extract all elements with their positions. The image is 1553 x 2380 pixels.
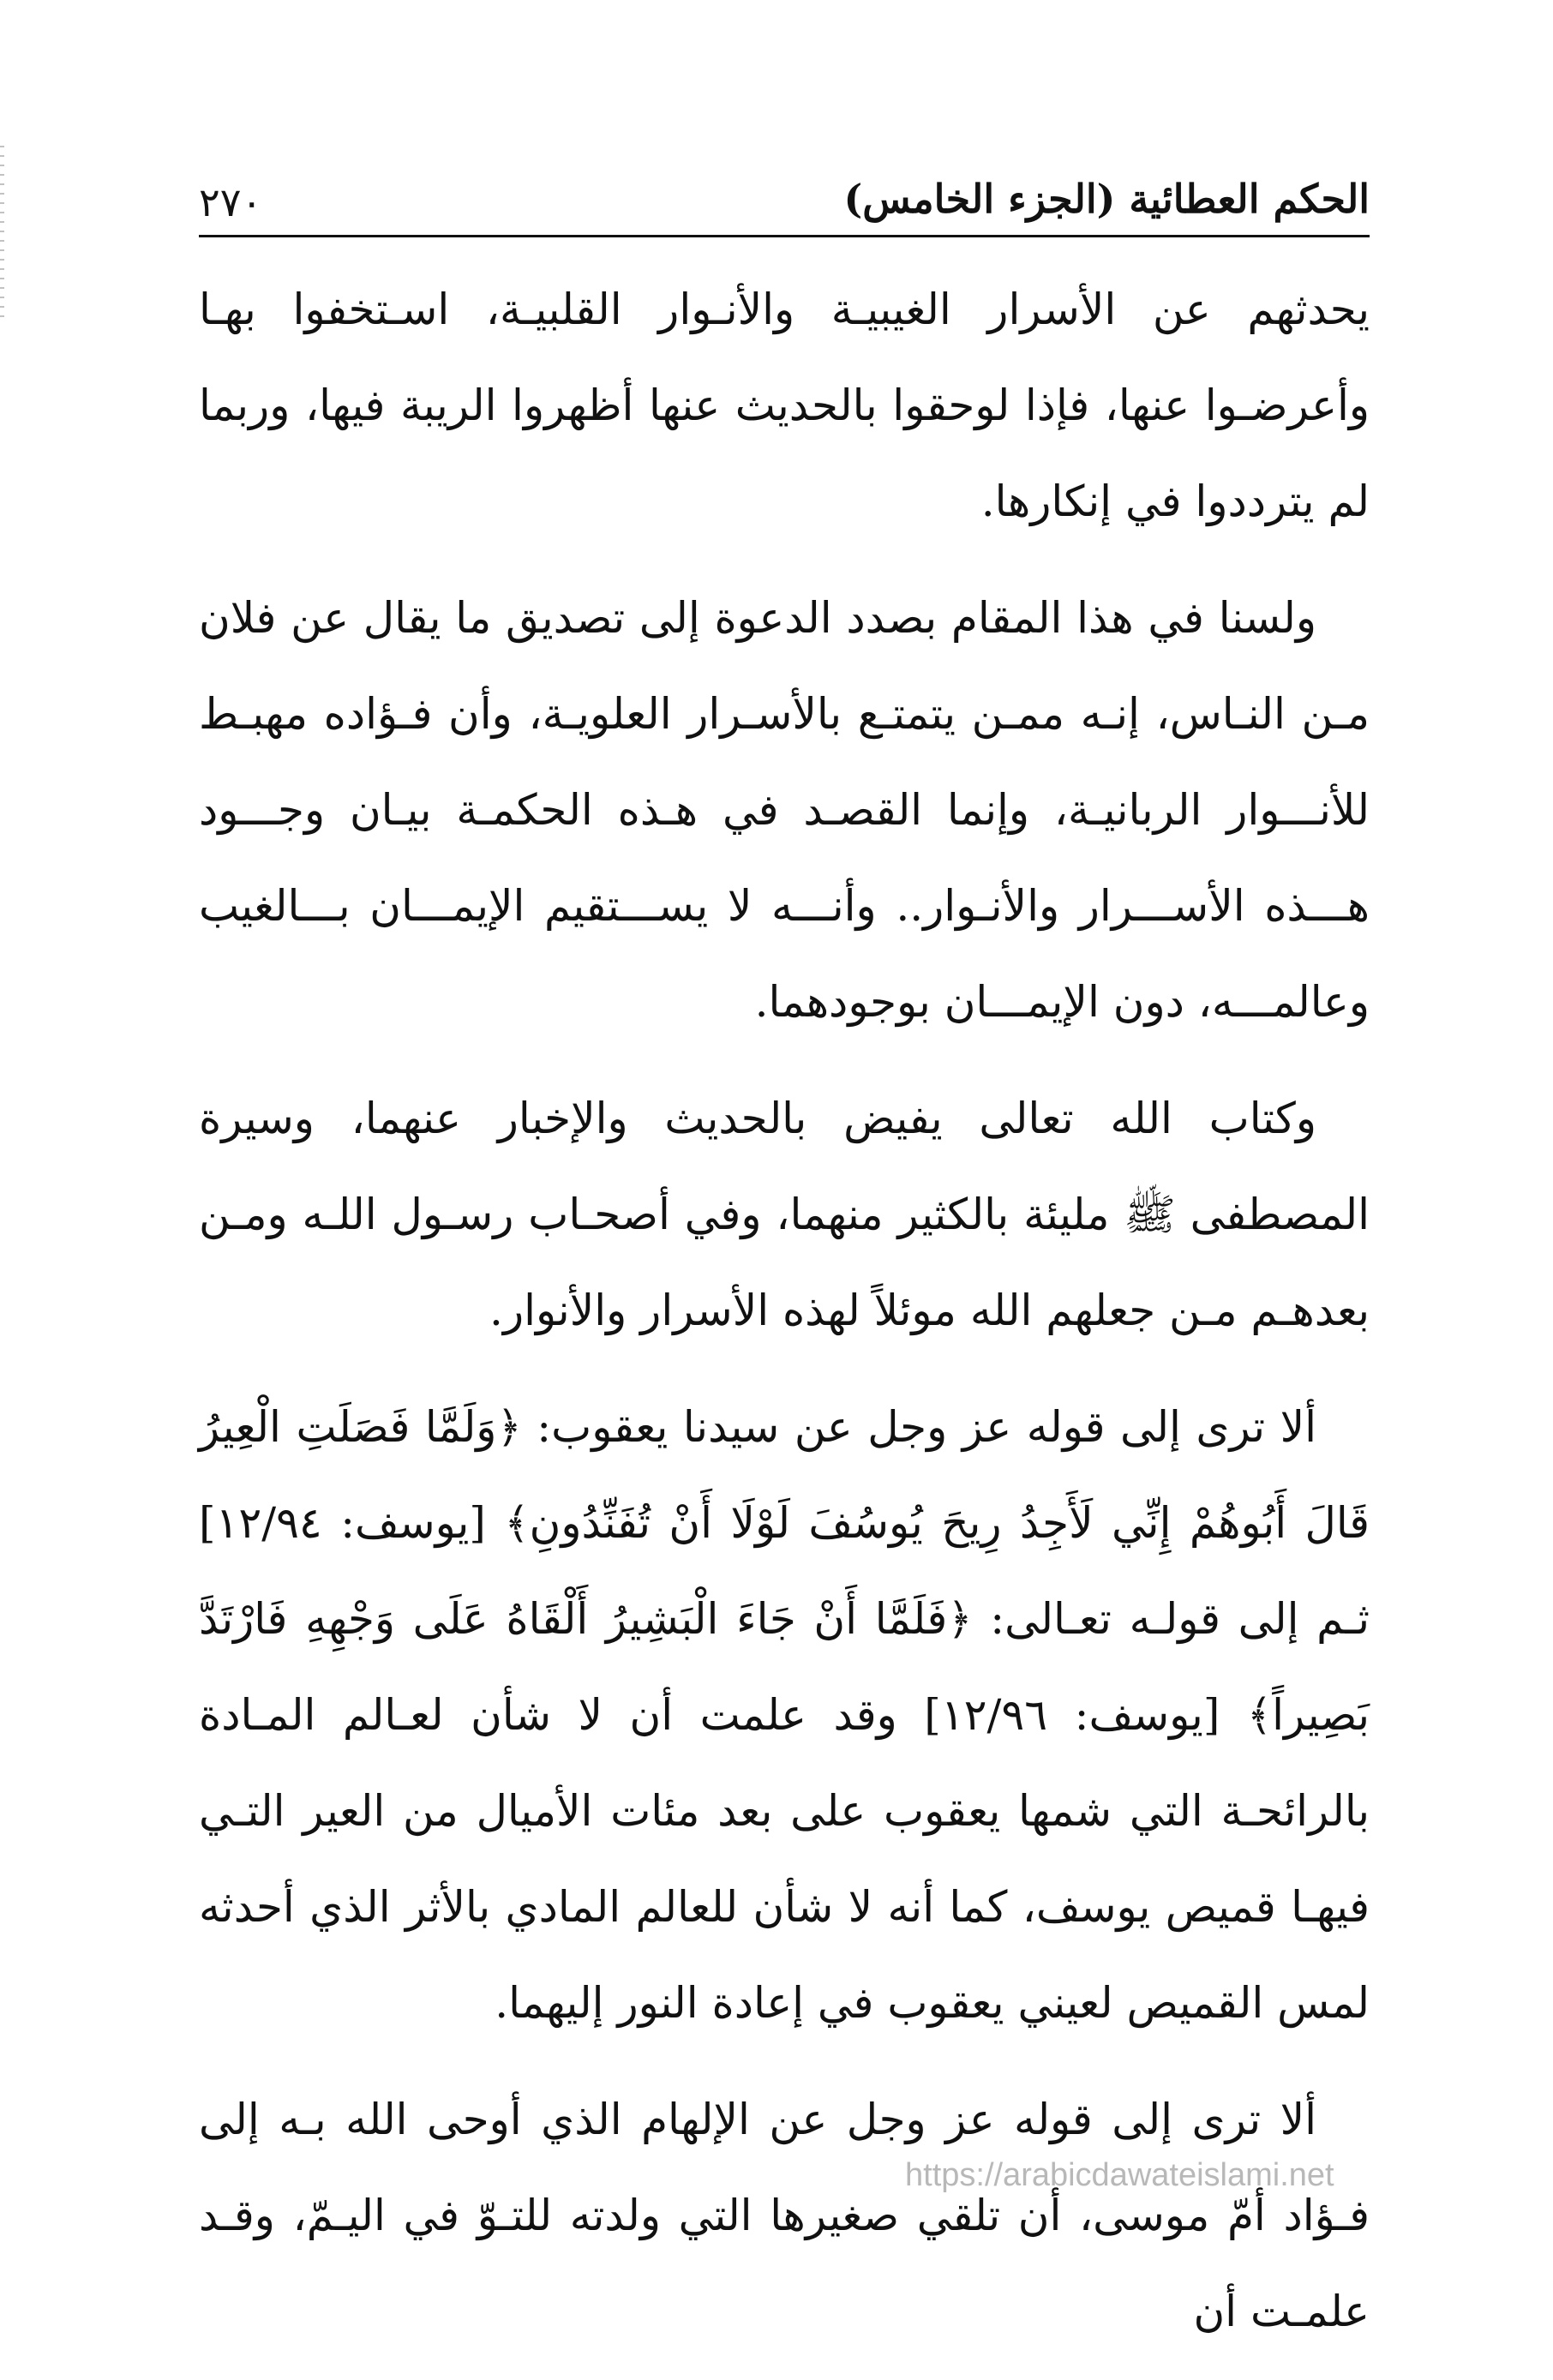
paragraph-1: يحدثهم عن الأسرار الغيبيـة والأنـوار القلبيـة، اسـتخفوا بهـا وأعرضـوا عنها، فإذا لوحقوا بالحديث عنها أظهروا الريبة فيها، وربما لم يترددوا في إنكارها. — [199, 285, 1370, 526]
watermark-url: https://arabicdawateislami.net — [905, 2157, 1334, 2193]
page-header — [199, 168, 1370, 237]
paragraph-2: ولسنا في هذا المقام بصدد الدعوة إلى تصديق ما يقال عن فلان مـن النـاس، إنـه ممـن يتمتـع بالأسـرار العلويـة، وأن فـؤاده مهبـط للأنـــوار الربانيـة، وإنما القصـد في هـذه الحكمـة بيـان وجـــود هـــذه الأســـرار والأنـوار.. وأنـــه لا يســـتقيم الإيمـــان بـــالغيب وعالمـــه، دون الإيمـــان بوجودهما. — [199, 593, 1370, 1027]
paragraph-3: وكتاب الله تعالى يفيض بالحديث والإخبار عنهما، وسيرة المصطفى ﷺ مليئة بالكثير منهما، وفي أصحـاب رسـول اللـه ومـن بعدهـم مـن جعلهم الله موئلاً لهذه الأسرار والأنوار. — [199, 1094, 1370, 1335]
page-edge-marks — [0, 146, 4, 317]
running-head-title: الحكم العطائية (الجزء الخامس) — [843, 176, 1370, 222]
header-rule — [199, 235, 1370, 237]
paragraph-5: ألا ترى إلى قوله عز وجل عن الإلهام الذي أوحى الله بـه إلى فـؤاد أمّ موسى، أن تلقي صغيرها التي ولدته للتـوّ في اليـمّ، وقـد علمـت أن — [199, 2095, 1370, 2336]
page-number: ٢٧٠ — [199, 179, 263, 225]
body-text — [199, 261, 1370, 2380]
paragraph-4: ألا ترى إلى قوله عز وجل عن سيدنا يعقوب: ﴿وَلَمَّا فَصَلَتِ الْعِيرُ قَالَ أَبُوهُمْ إِنِّي لَأَجِدُ رِيحَ يُوسُفَ لَوْلَا أَنْ تُفَنِّدُونِ﴾ [يوسف: ١٢/٩٤] ثـم إلى قولـه تعـالى: ﴿فَلَمَّا أَنْ جَاءَ الْبَشِيرُ أَلْقَاهُ عَلَى وَجْهِهِ فَارْتَدَّ بَصِيراً﴾ [يوسف: ١٢/٩٦] وقد علمت أن لا شأن لعـالم المـادة بالرائحـة التي شمها يعقوب على بعد مئات الأميال من العير التـي فيهـا قميص يوسف، كما أنه لا شأن للعالم المادي بالأثر الذي أحدثه لمس القميص لعيني يعقوب في إعادة النور إليهما. — [199, 1402, 1370, 2028]
